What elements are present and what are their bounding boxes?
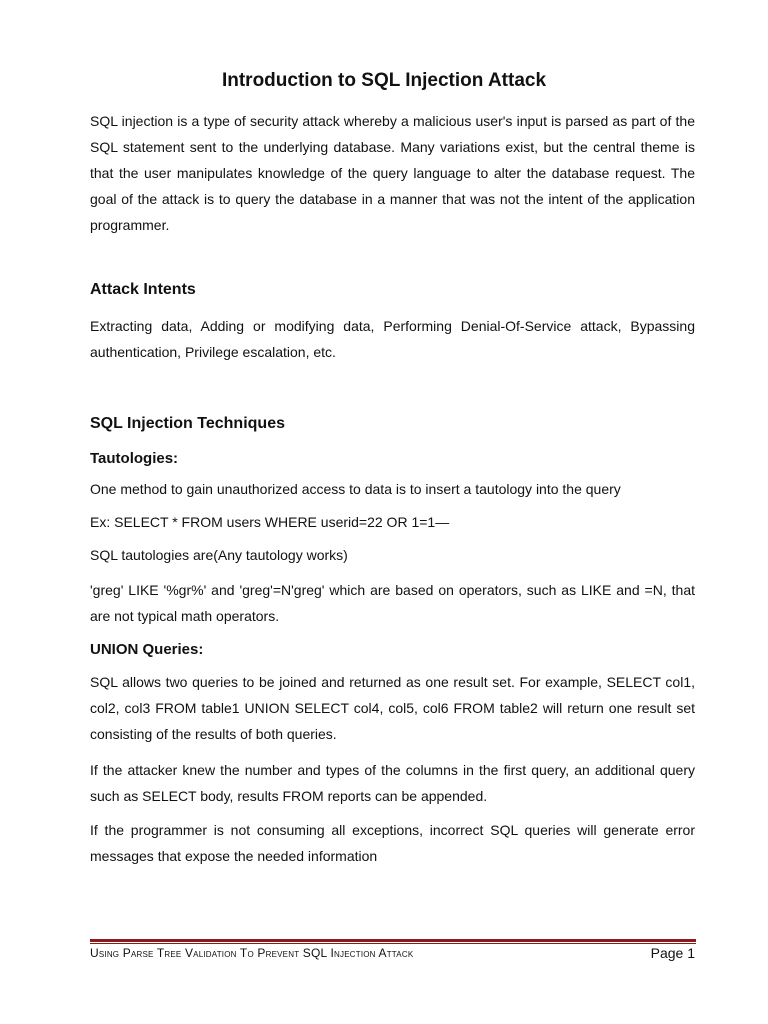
techniques-heading: SQL Injection Techniques xyxy=(90,415,285,432)
footer-divider-thin xyxy=(90,943,696,944)
attack-intents-paragraph: Extracting data, Adding or modifying data, Performing Denial-Of-Service attack, Bypassing authentication, Privilege escalation, etc. xyxy=(90,318,695,360)
tautologies-example: Ex: SELECT * FROM users WHERE userid=22 OR 1=1— xyxy=(90,514,450,530)
union-paragraph-3: If the programmer is not consuming all exceptions, incorrect SQL queries will generate error messages that expose the needed information xyxy=(90,822,695,864)
attack-intents-heading: Attack Intents xyxy=(90,281,196,298)
document-body xyxy=(90,108,695,869)
union-paragraph-1: SQL allows two queries to be joined and returned as one result set. For example, SELECT col1, col2, col3 FROM table1 UNION SELECT col4, col5, col6 FROM table2 will return one result set consisting of the results of both queries. xyxy=(90,674,695,742)
union-heading: UNION Queries: xyxy=(90,641,204,658)
document-title: Introduction to SQL Injection Attack xyxy=(221,70,547,91)
tautologies-paragraph-2: SQL tautologies are(Any tautology works) xyxy=(90,547,348,563)
union-paragraph-2: If the attacker knew the number and types of the columns in the first query, an additional query such as SELECT body, results FROM reports can be appended. xyxy=(90,762,695,804)
tautologies-paragraph-1: One method to gain unauthorized access to data is to insert a tautology into the query xyxy=(90,481,621,497)
footer-divider xyxy=(90,939,696,942)
tautologies-paragraph-3: 'greg' LIKE '%gr%' and 'greg'=N'greg' which are based on operators, such as LIKE and =N, that are not typical math operators. xyxy=(90,582,695,624)
footer-document-title: Using Parse Tree Validation To Prevent SQL Injection Attack xyxy=(90,946,414,960)
page-number: Page 1 xyxy=(650,945,695,961)
intro-paragraph: SQL injection is a type of security attack whereby a malicious user's input is parsed as part of the SQL statement sent to the underlying database. Many variations exist, but the central theme is that the user manipulates knowledge of the query language to alter the database request. The goal of the attack is to query the database in a manner that was not the intent of the application programmer. xyxy=(90,113,695,233)
tautologies-heading: Tautologies: xyxy=(90,450,179,467)
